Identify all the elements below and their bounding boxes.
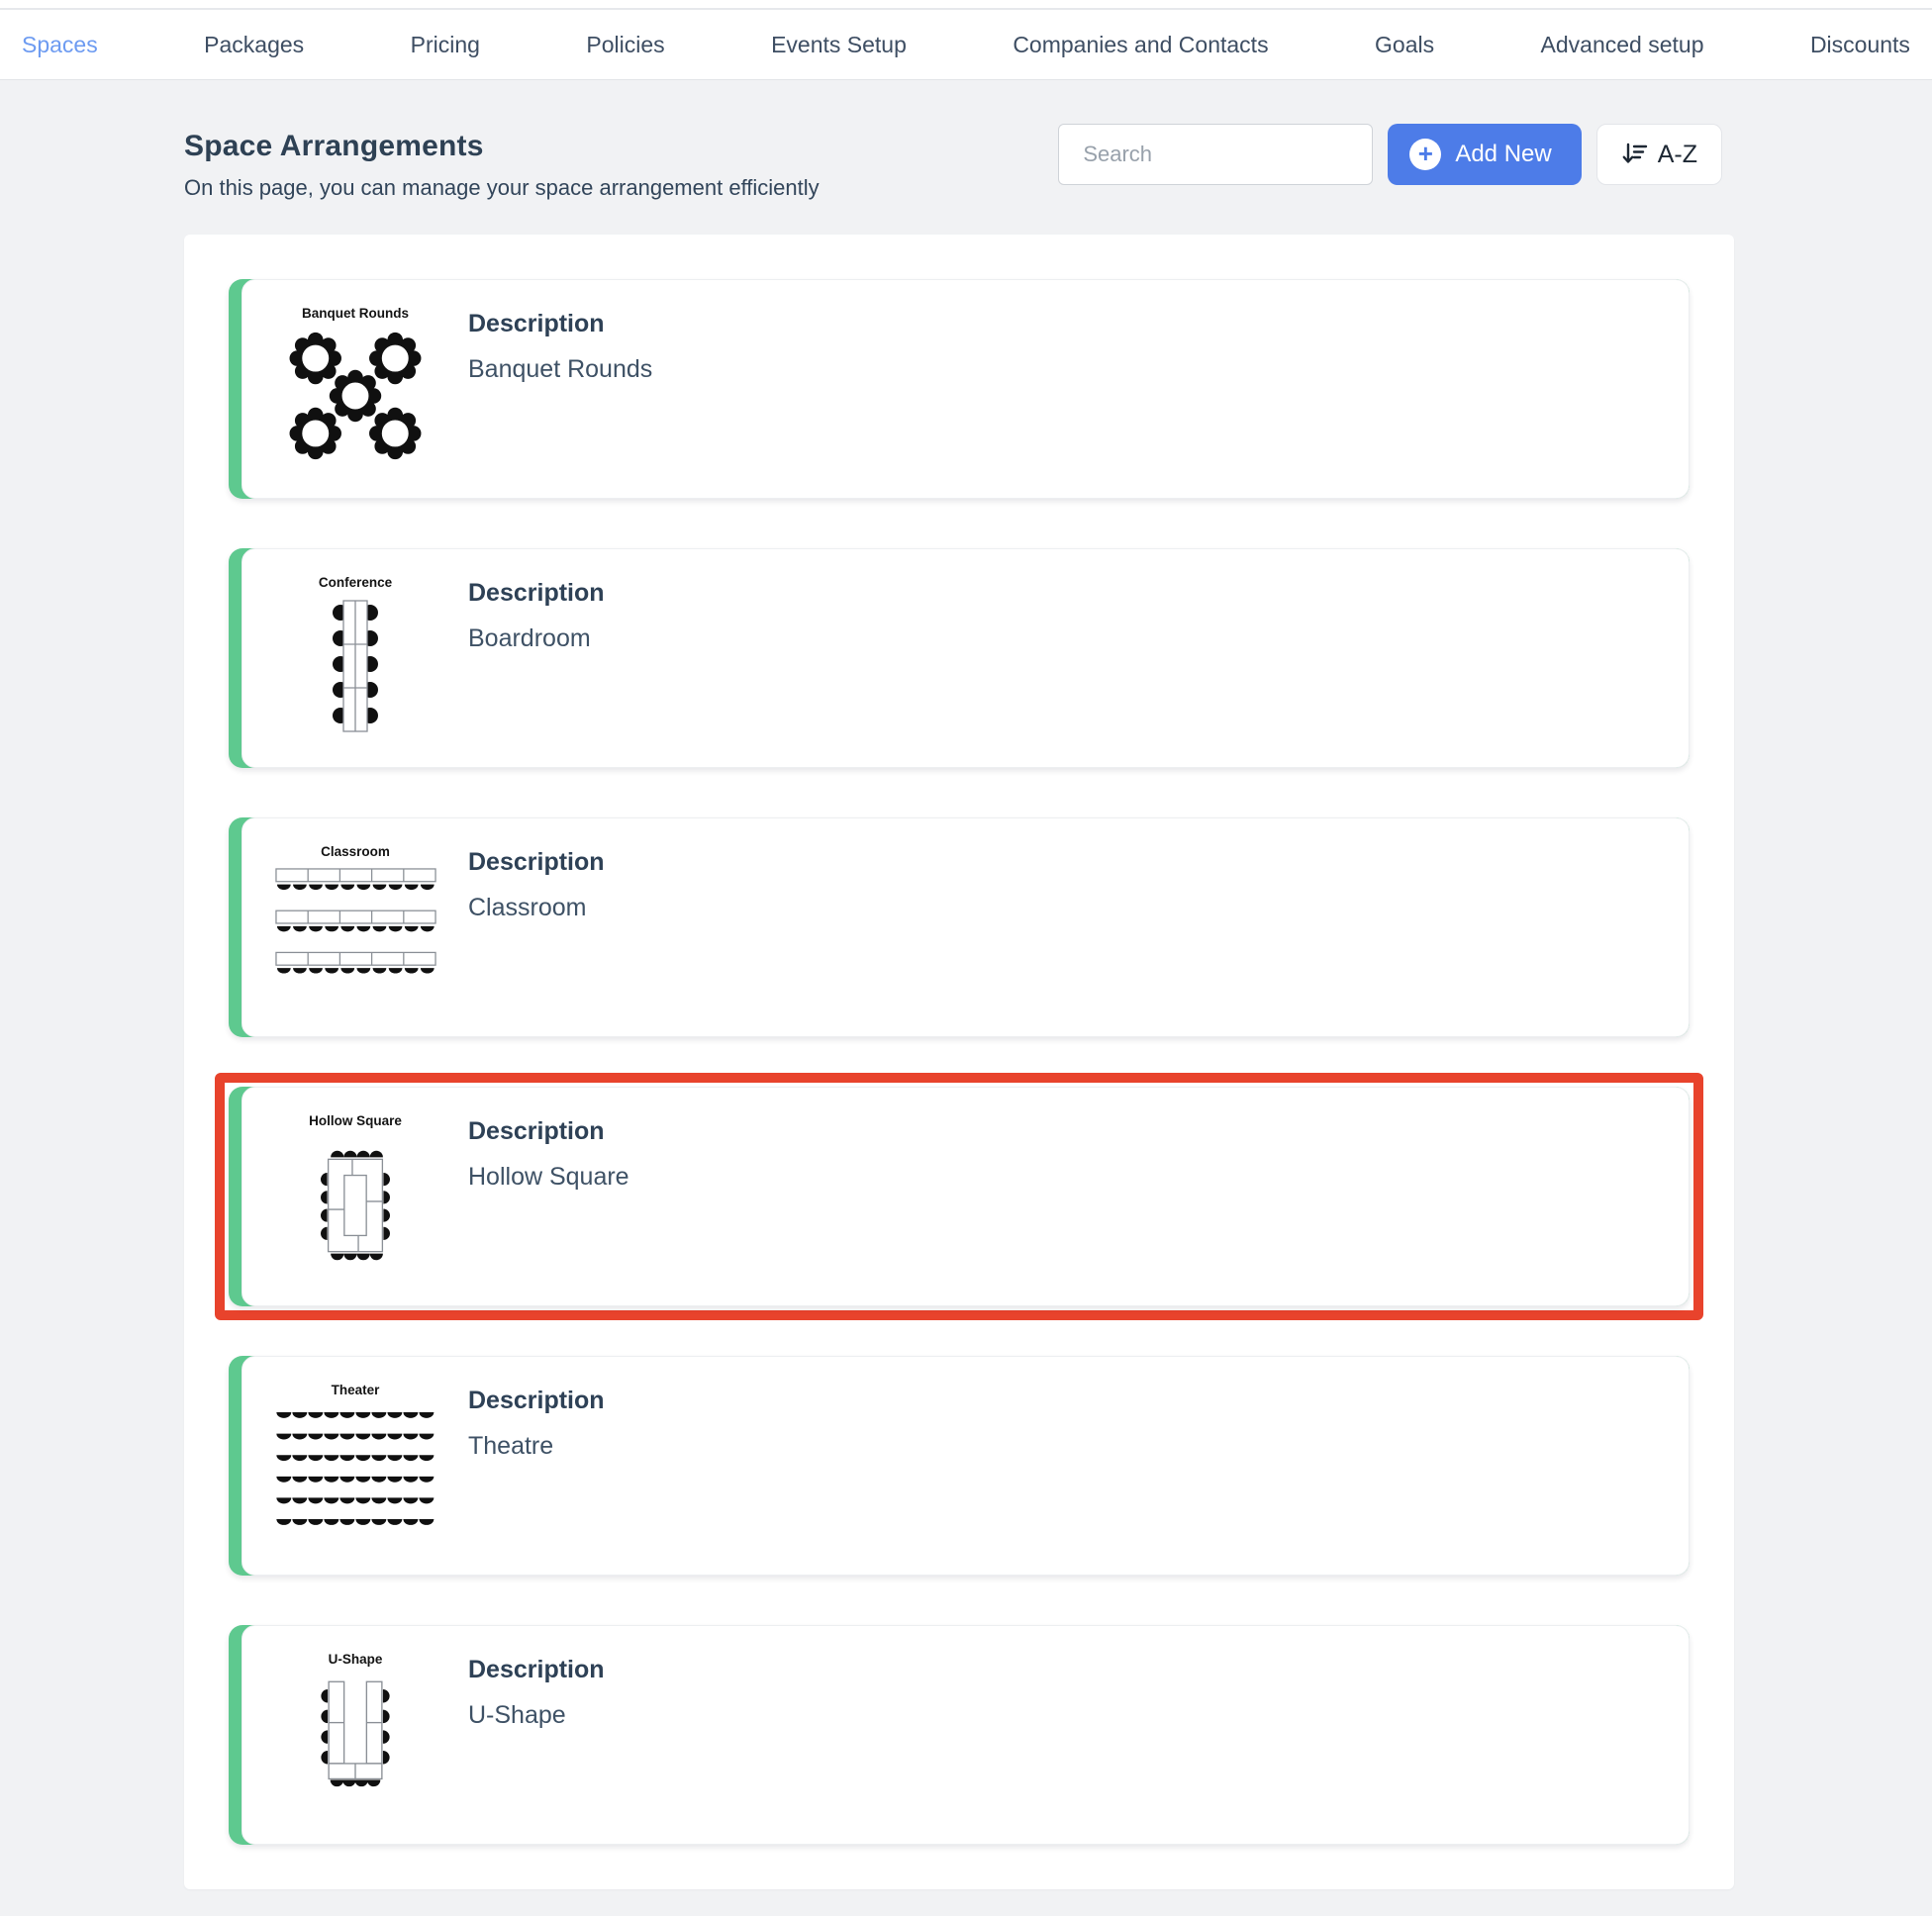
nav-item-advanced-setup[interactable]: Advanced setup bbox=[1540, 31, 1704, 57]
hollow-square-diagram bbox=[304, 1135, 407, 1276]
diagram-column bbox=[242, 1383, 468, 1575]
diagram-label: Banquet Rounds bbox=[302, 306, 409, 321]
page-title: Space Arrangements bbox=[184, 130, 484, 162]
search-input[interactable] bbox=[1058, 124, 1373, 185]
space-card-hollow-square[interactable] bbox=[229, 1087, 1690, 1306]
description-value: Hollow Square bbox=[468, 1163, 629, 1191]
diagram-column bbox=[242, 1652, 468, 1844]
description-heading: Description bbox=[468, 579, 605, 607]
plus-circle-icon: + bbox=[1409, 139, 1441, 170]
add-new-label: Add New bbox=[1455, 141, 1552, 167]
title-block bbox=[184, 130, 820, 201]
description-column bbox=[468, 575, 605, 767]
space-card-theater[interactable] bbox=[229, 1356, 1690, 1576]
diagram-label: Classroom bbox=[321, 844, 390, 859]
nav-item-pricing[interactable]: Pricing bbox=[410, 31, 480, 57]
nav-item-packages[interactable]: Packages bbox=[204, 31, 305, 57]
description-column bbox=[468, 306, 652, 498]
description-value: Classroom bbox=[468, 894, 587, 921]
nav-item-goals[interactable]: Goals bbox=[1375, 31, 1435, 57]
space-card-banquet-rounds[interactable] bbox=[229, 279, 1690, 499]
selection-highlight-box bbox=[215, 1073, 1703, 1320]
card-body bbox=[242, 817, 1690, 1037]
description-column bbox=[468, 844, 605, 1036]
nav-item-companies-and-contacts[interactable]: Companies and Contacts bbox=[1013, 31, 1269, 57]
diagram-column bbox=[242, 844, 468, 1036]
space-card-conference[interactable] bbox=[229, 548, 1690, 768]
header-row bbox=[184, 130, 1734, 201]
space-arrangements-panel bbox=[184, 235, 1734, 1889]
add-new-button[interactable] bbox=[1388, 124, 1581, 185]
description-value: U-Shape bbox=[468, 1701, 566, 1729]
description-heading: Description bbox=[468, 1387, 605, 1414]
nav-item-discounts[interactable]: Discounts bbox=[1809, 31, 1910, 57]
nav-item-policies[interactable]: Policies bbox=[586, 31, 665, 57]
diagram-label: Hollow Square bbox=[309, 1113, 402, 1128]
sort-az-button[interactable] bbox=[1596, 124, 1722, 185]
sort-descending-icon bbox=[1621, 142, 1648, 167]
u-shape-diagram bbox=[304, 1674, 407, 1796]
diagram-column bbox=[242, 306, 468, 498]
top-navigation-bar bbox=[0, 0, 1932, 80]
description-value: Boardroom bbox=[468, 624, 591, 652]
toolbar bbox=[1058, 124, 1722, 185]
description-column bbox=[468, 1652, 605, 1844]
description-heading: Description bbox=[468, 848, 605, 876]
main-nav bbox=[0, 10, 1932, 79]
description-heading: Description bbox=[468, 310, 605, 337]
card-body bbox=[242, 1356, 1690, 1576]
description-value: Theatre bbox=[468, 1432, 554, 1460]
classroom-diagram bbox=[274, 866, 437, 977]
description-heading: Description bbox=[468, 1117, 605, 1145]
card-body bbox=[242, 279, 1690, 499]
card-body bbox=[242, 1087, 1690, 1306]
diagram-column bbox=[242, 1113, 468, 1305]
card-body bbox=[242, 548, 1690, 768]
description-column bbox=[468, 1383, 605, 1575]
diagram-label: U-Shape bbox=[328, 1652, 383, 1667]
page-subtitle: On this page, you can manage your space arrangement efficiently bbox=[184, 175, 820, 200]
description-column bbox=[468, 1113, 629, 1305]
space-card-u-shape[interactable] bbox=[229, 1625, 1690, 1845]
diagram-label: Theater bbox=[331, 1383, 380, 1397]
page-content bbox=[0, 130, 1932, 1889]
sort-az-label: A-Z bbox=[1657, 140, 1697, 168]
description-heading: Description bbox=[468, 1656, 605, 1683]
diagram-label: Conference bbox=[318, 575, 393, 590]
description-value: Banquet Rounds bbox=[468, 355, 653, 383]
theater-diagram bbox=[274, 1404, 437, 1529]
space-card-classroom[interactable] bbox=[229, 817, 1690, 1037]
nav-item-spaces[interactable]: Spaces bbox=[22, 31, 98, 57]
conference-diagram bbox=[324, 597, 387, 735]
nav-item-events-setup[interactable]: Events Setup bbox=[771, 31, 907, 57]
banquet-rounds-diagram bbox=[281, 328, 430, 464]
top-hairline bbox=[0, 0, 1932, 10]
diagram-column bbox=[242, 575, 468, 767]
card-body bbox=[242, 1625, 1690, 1845]
